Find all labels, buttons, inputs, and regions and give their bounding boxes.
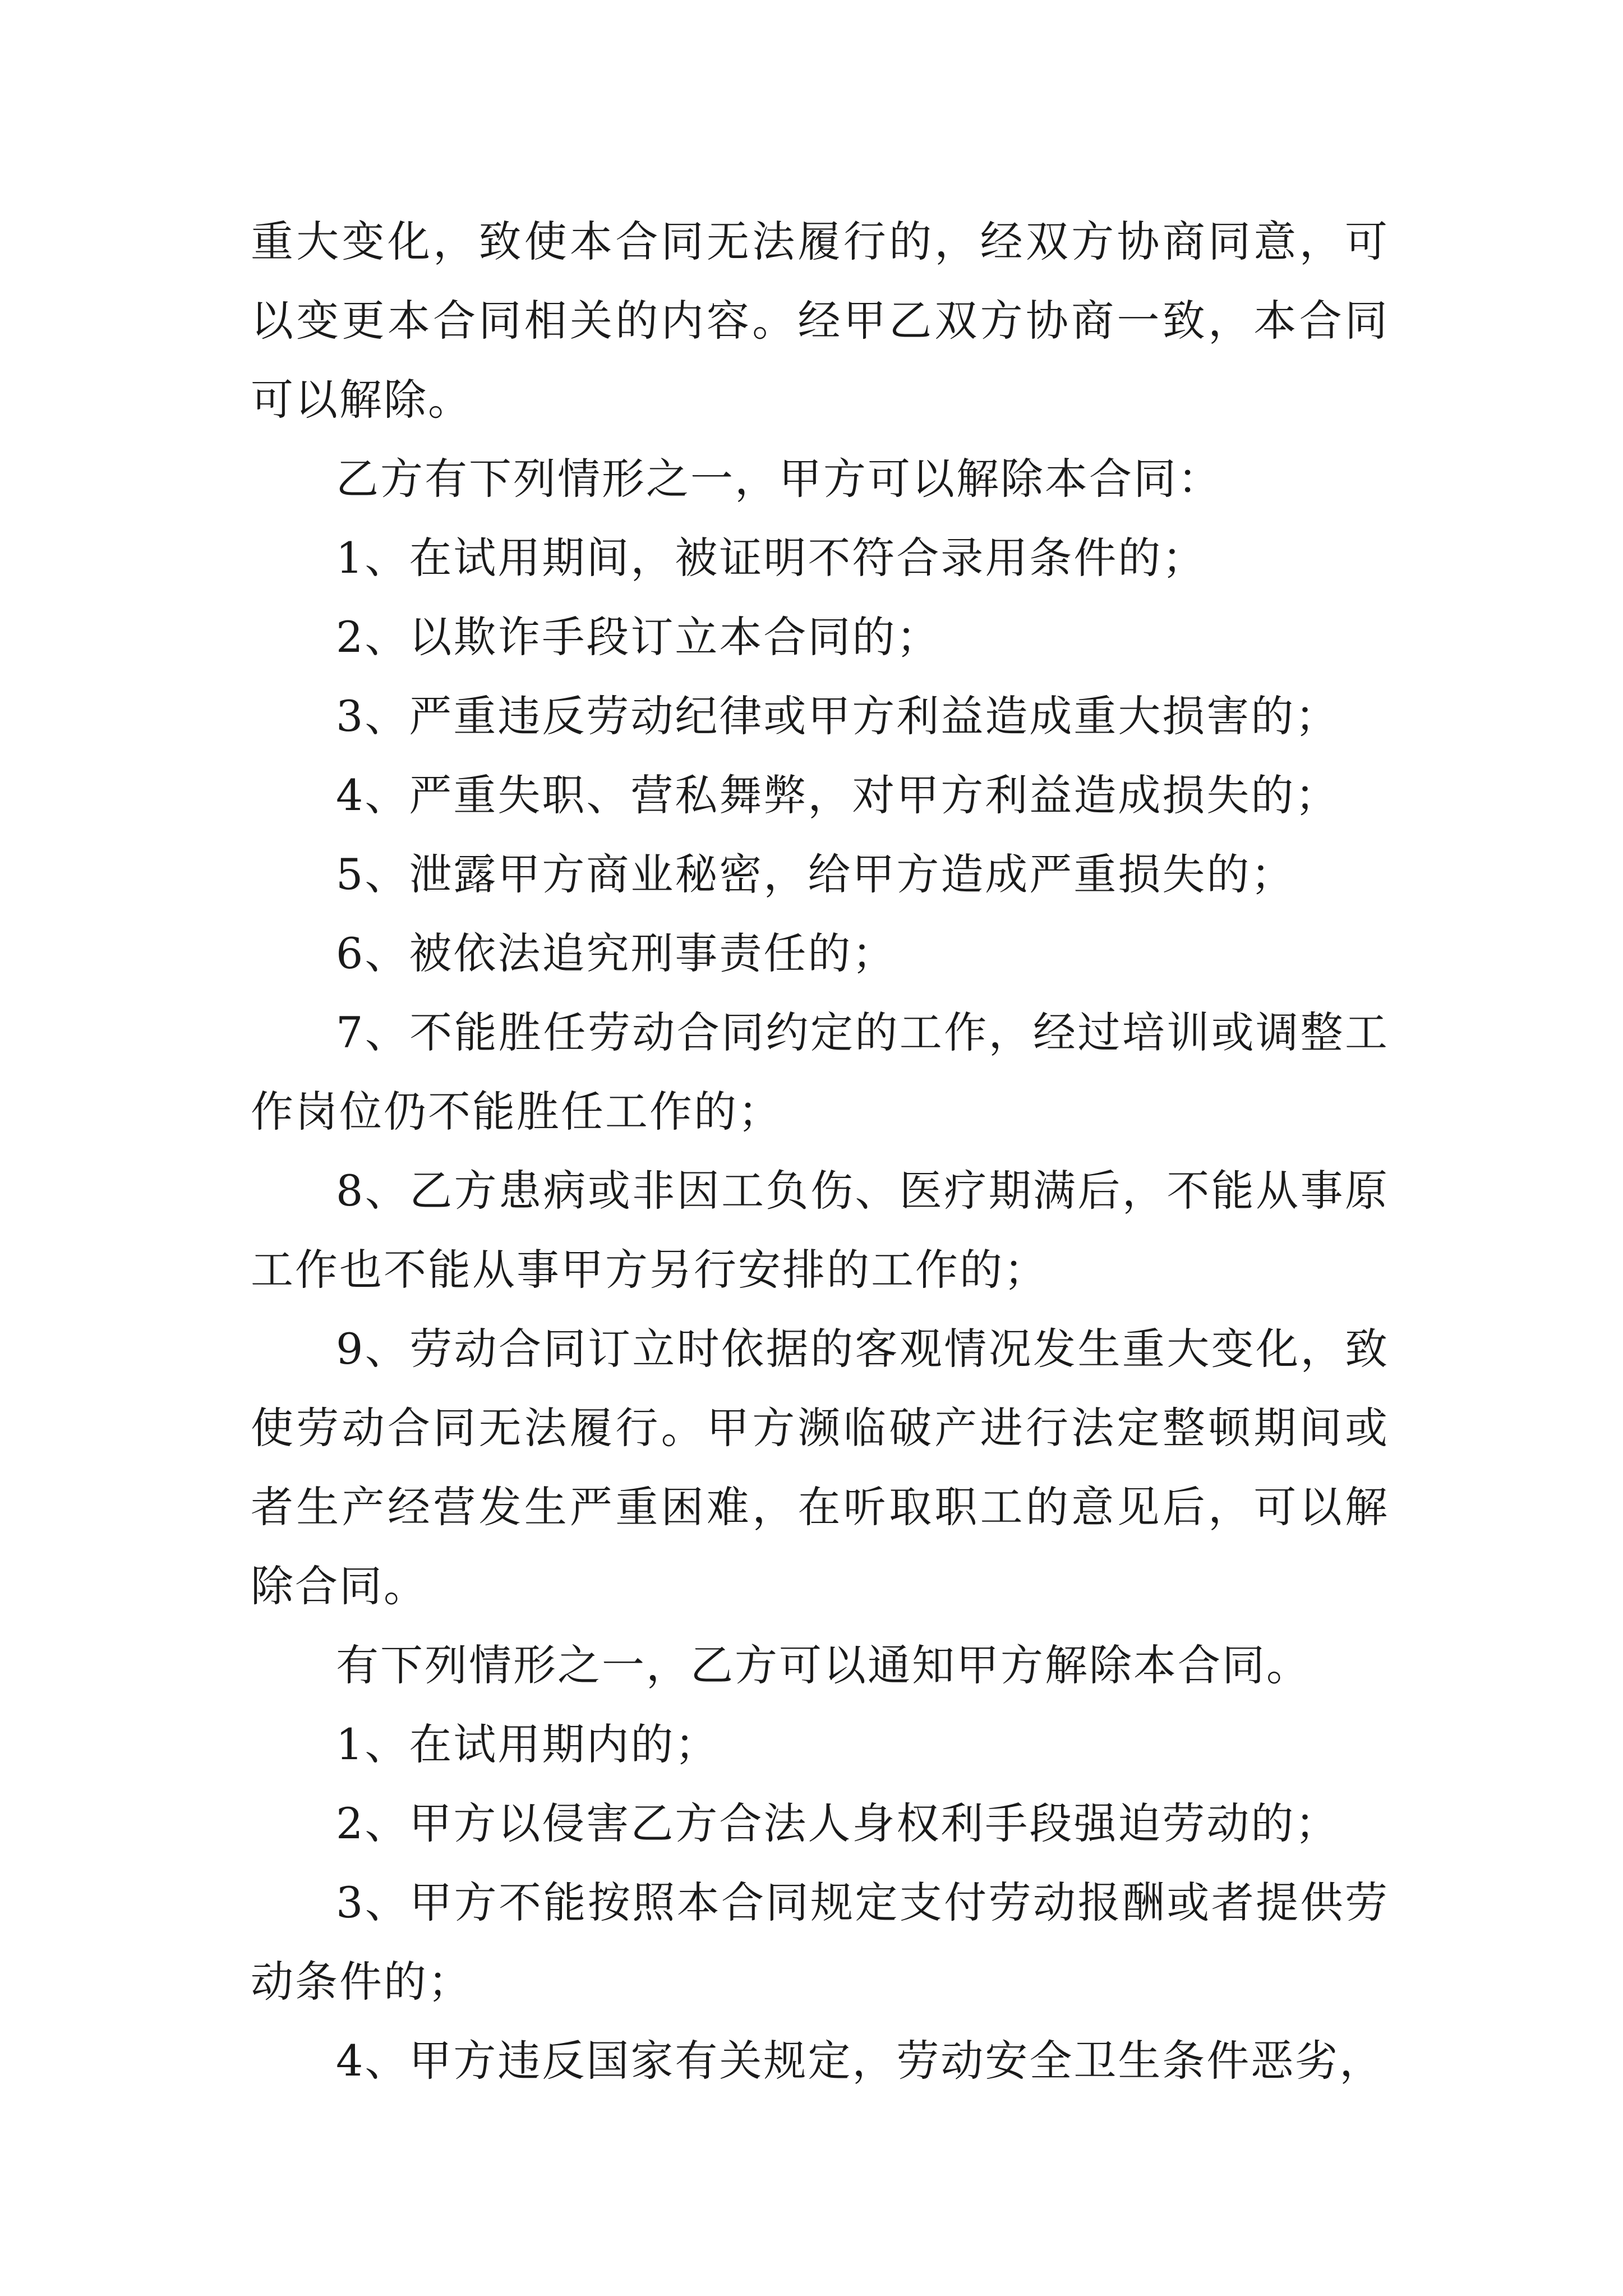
list-item-a-2: 2、以欺诈手段订立本合同的；	[336, 612, 941, 662]
list-item-a-1: 1、在试用期间，被证明不符合录用条件的；	[336, 533, 1207, 583]
list-item-a-8: 8、乙方患病或非因工负伤、医疗期满后，不能从事原工作也不能从事甲方另行安排的工作的；	[251, 1166, 1389, 1295]
list-item-a-4: 4、严重失职、营私舞弊，对甲方利益造成损失的；	[336, 770, 1340, 820]
list-item-b-2: 2、甲方以侵害乙方合法人身权利手段强迫劳动的；	[336, 1798, 1340, 1848]
list-item-b-4: 4、甲方违反国家有关规定，劳动安全卫生条件恶劣，	[336, 2036, 1384, 2086]
list-item-a-5: 5、泄露甲方商业秘密，给甲方造成严重损失的；	[336, 849, 1295, 899]
list-item-a-7: 7、不能胜任劳动合同约定的工作，经过培训或调整工作岗位仍不能胜任工作的；	[251, 1007, 1389, 1137]
document-body	[251, 202, 1389, 2100]
list-item-a-3: 3、严重违反劳动纪律或甲方利益造成重大损害的；	[336, 691, 1340, 741]
list-item-a-6: 6、被依法追究刑事责任的；	[336, 928, 897, 978]
list-item-a-9: 9、劳动合同订立时依据的客观情况发生重大变化，致使劳动合同无法履行。甲方濒临破产进行法定整顿期间或者生产经营发生严重困难，在听取职工的意见后，可以解除合同。	[251, 1324, 1389, 1611]
paragraph-termination-by-party-a-heading: 乙方有下列情形之一，甲方可以解除本合同：	[336, 454, 1222, 504]
list-item-b-3: 3、甲方不能按照本合同规定支付劳动报酬或者提供劳动条件的；	[251, 1878, 1389, 2007]
paragraph-continuation: 重大变化，致使本合同无法履行的，经双方协商同意，可以变更本合同相关的内容。经甲乙双方协商一致，本合同可以解除。	[251, 217, 1389, 425]
paragraph-termination-by-party-b-heading: 有下列情形之一，乙方可以通知甲方解除本合同。	[336, 1640, 1311, 1690]
list-item-b-1: 1、在试用期内的；	[336, 1719, 720, 1769]
